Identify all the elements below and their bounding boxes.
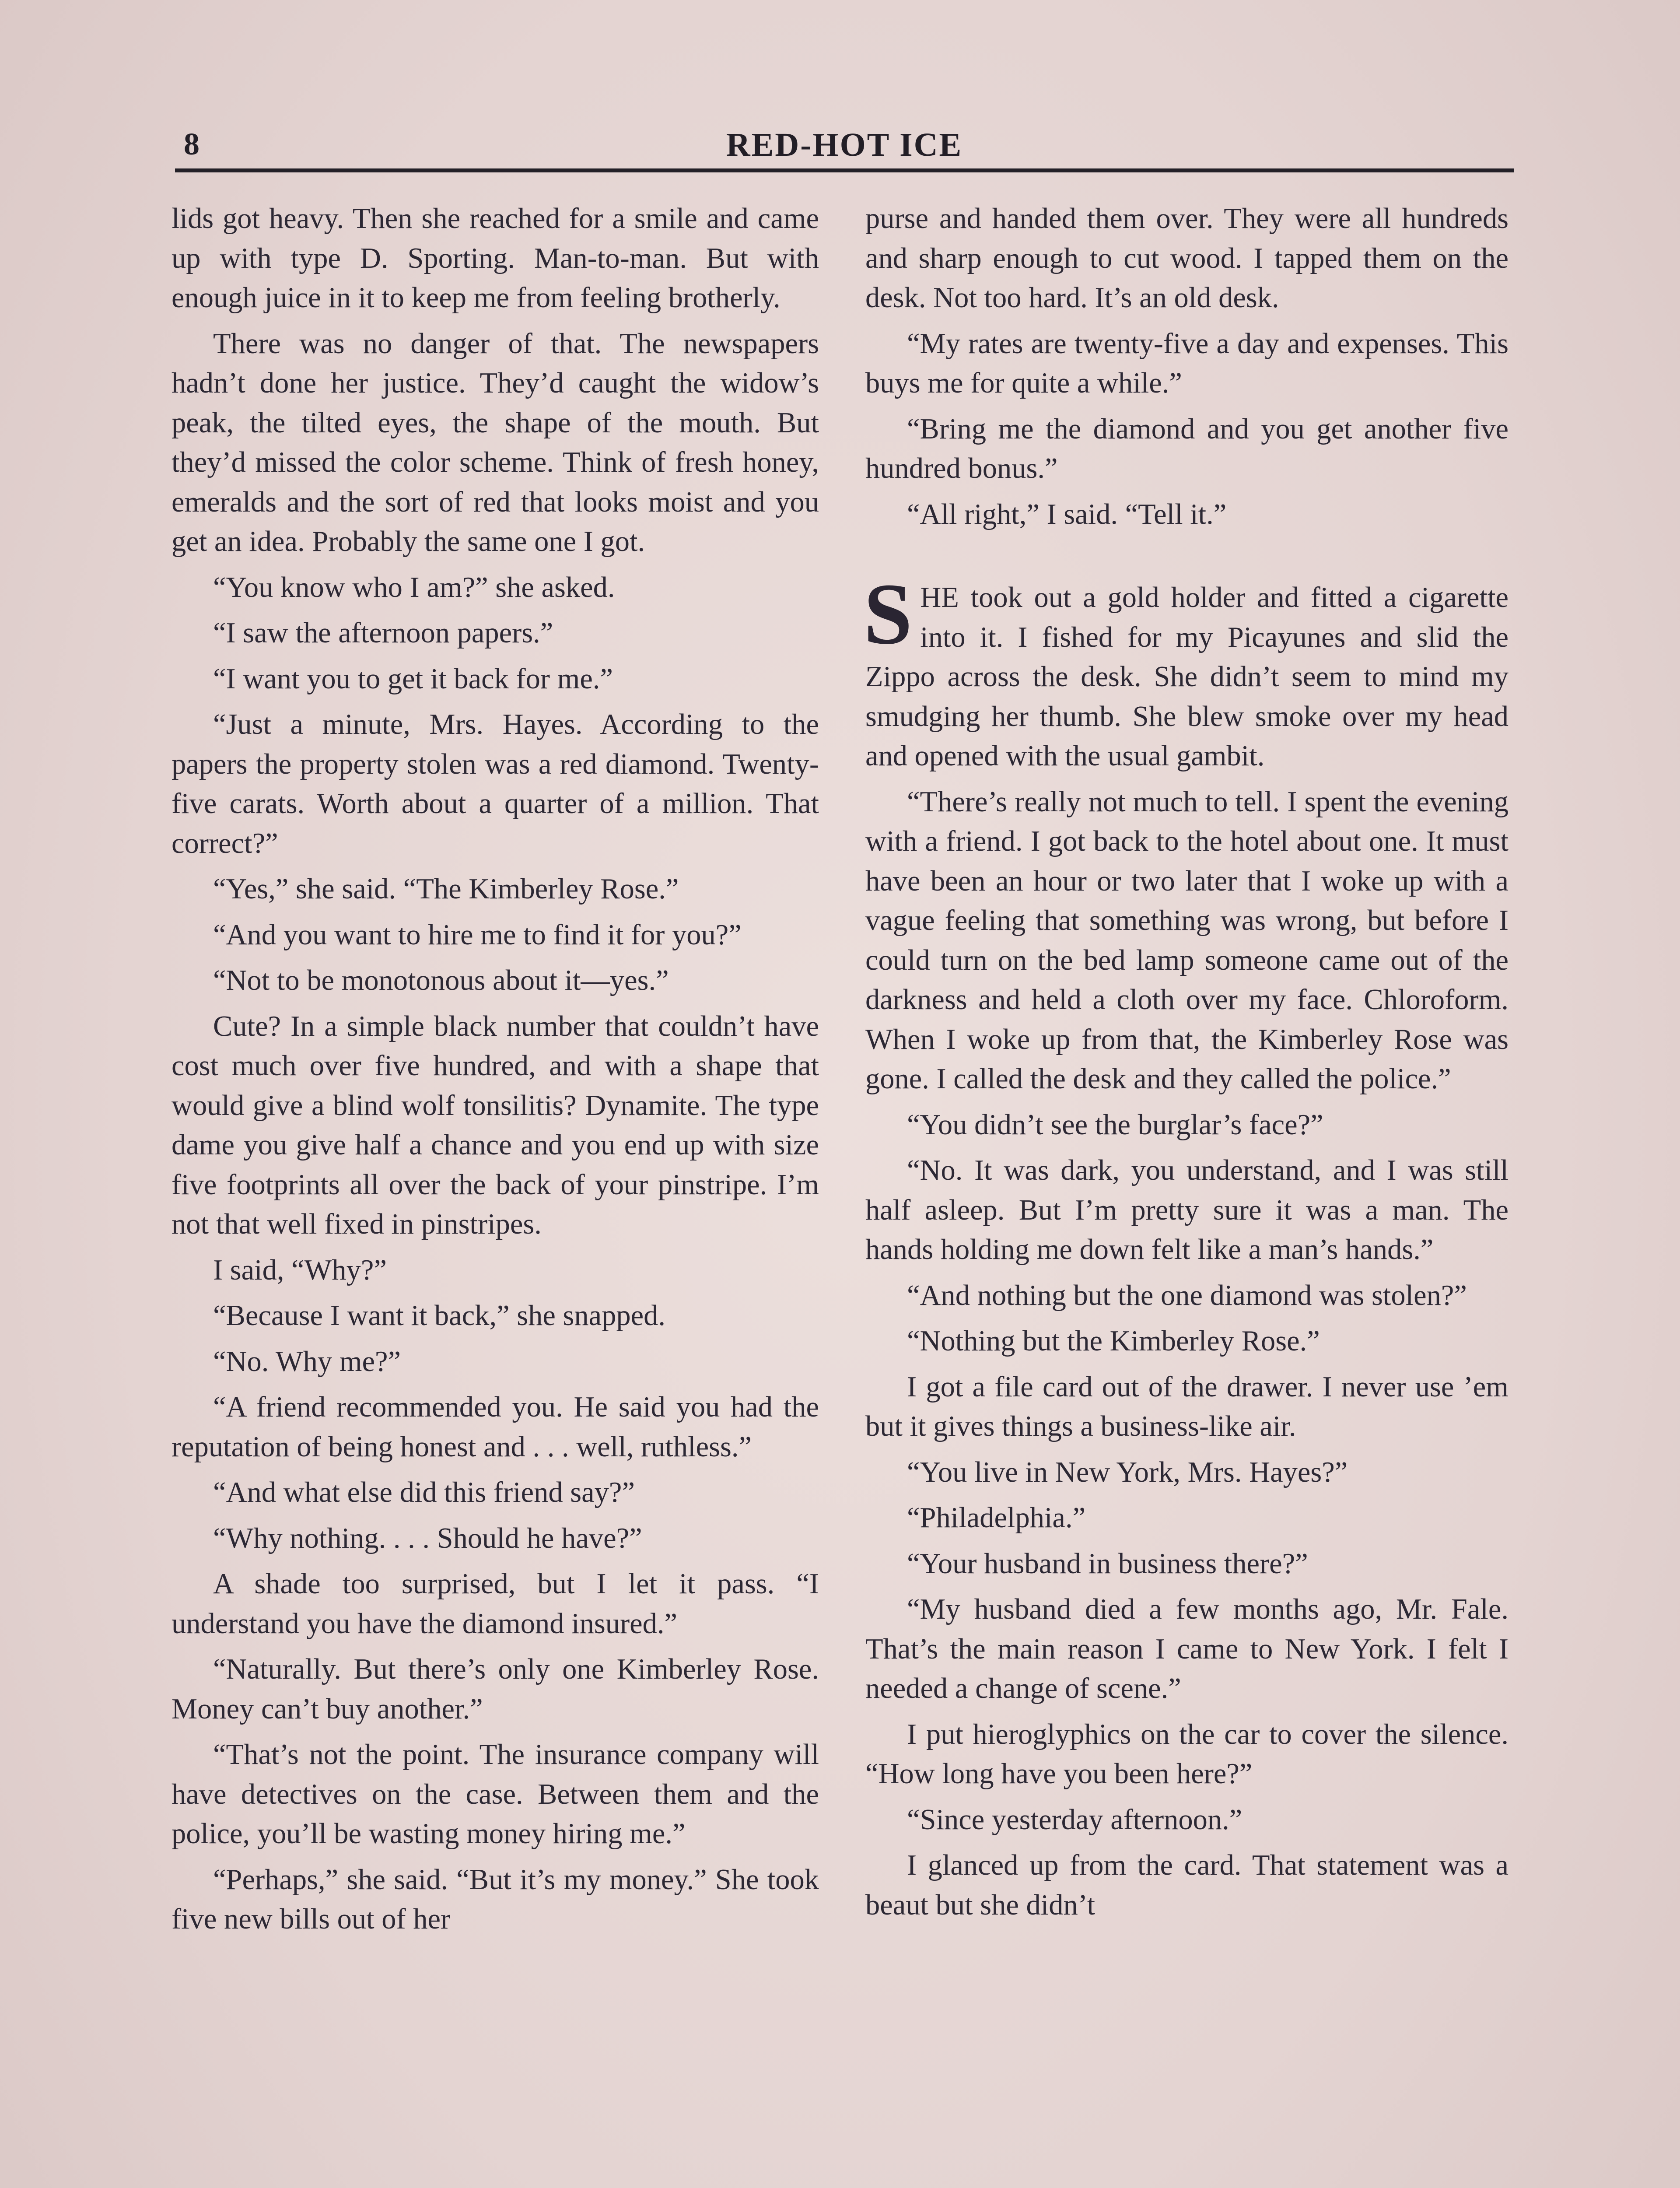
header-rule (175, 168, 1514, 172)
dropcap-paragraph (864, 566, 1508, 776)
paragraph: “Your husband in business there?” (907, 1547, 1308, 1580)
paragraph: “Because I want it back,” she snapped. (213, 1300, 666, 1332)
paragraph: “Perhaps,” she said. “But it’s my money.” She took five new bills out of her (172, 1863, 819, 1935)
section-break (865, 540, 1508, 578)
paragraph: “Bring me the diamond and you get another five hundred bonus.” (865, 413, 1508, 484)
paragraph: “And you want to hire me to find it for you?” (213, 919, 742, 951)
paragraph: “Philadelphia.” (907, 1502, 1086, 1534)
paragraph: “That’s not the point. The insurance company will have detectives on the case. Between them and the police, you’ll be wasting money hiring me.” (172, 1739, 819, 1850)
paragraph: “No. It was dark, you understand, and I was still half asleep. But I’m pretty sure it was a man. The hands holding me down felt like a man’s hands.” (865, 1154, 1508, 1266)
paragraph: “I saw the afternoon papers.” (213, 617, 553, 649)
paragraph: I said, “Why?” (213, 1254, 387, 1286)
paragraph: “And what else did this friend say?” (213, 1476, 635, 1508)
paragraph: “My rates are twenty-five a day and expenses. This buys me for quite a while.” (865, 327, 1508, 399)
paragraph: “My husband died a few months ago, Mr. Fale. That’s the main reason I came to New York. I felt I needed a change of scene.” (865, 1593, 1508, 1704)
paragraph: “Yes,” she said. “The Kimberley Rose.” (213, 873, 679, 905)
page-header (175, 123, 1514, 176)
left-column (172, 199, 819, 1946)
paragraph: “And nothing but the one diamond was stolen?” (907, 1279, 1467, 1311)
paragraph: A shade too surprised, but I let it pass. “I understand you have the diamond insured.” (172, 1568, 819, 1640)
paragraph: “You live in New York, Mrs. Hayes?” (907, 1456, 1348, 1488)
paragraph: “Not to be monotonous about it—yes.” (213, 964, 669, 996)
paragraph: “Nothing but the Kimberley Rose.” (907, 1325, 1320, 1357)
paragraph: “You didn’t see the burglar’s face?” (907, 1108, 1323, 1141)
paragraph: “I want you to get it back for me.” (213, 663, 613, 695)
paragraph: Cute? In a simple black number that couldn’t have cost much over five hundred, and with a shape that would give a blind wolf tonsilitis? Dynamite. The type dame you give half a chance and you end up with size five footprints all over the back of your pinstripe. I’m not that well fixed in pinstripes. (172, 1010, 819, 1240)
paragraph: lids got heavy. Then she reached for a smile and came up with type D. Sporting. Man-to-man. But with enough juice in it to keep me from feeling brotherly. (172, 203, 819, 314)
running-title: RED-HOT ICE (726, 126, 963, 163)
paragraph: “Since yesterday afternoon.” (907, 1803, 1242, 1836)
paragraph: There was no danger of that. The newspapers hadn’t done her justice. They’d caught the widow’s peak, the tilted eyes, the shape of the mouth. But they’d missed the color scheme. Think of fresh honey, emeralds and the sort of red that looks moist and you get an idea. Probably the same one I got. (172, 327, 819, 558)
page-number: 8 (184, 126, 200, 161)
paragraph: “No. Why me?” (213, 1345, 401, 1378)
paragraph: I put hieroglyphics on the car to cover the silence. “How long have you been here?” (865, 1718, 1508, 1790)
paragraph: “Just a minute, Mrs. Hayes. According to the papers the property stolen was a red diamond. Twenty-five carats. Worth about a quarter of a million. That correct?” (172, 708, 819, 859)
paragraph: “Naturally. But there’s only one Kimberley Rose. Money can’t buy another.” (172, 1653, 819, 1725)
paragraph: “You know who I am?” she asked. (213, 571, 615, 603)
paragraph: I got a file card out of the drawer. I never use ’em but it gives things a business-like air. (865, 1371, 1508, 1442)
paragraph: “A friend recommended you. He said you had the reputation of being honest and . . . well, ruthless.” (172, 1391, 819, 1463)
paragraph: “There’s really not much to tell. I spent the evening with a friend. I got back to the hotel about one. It must have been an hour or two later that I woke up with a vague feeling that something was wrong, but before I could turn on the bed lamp someone came out of the darkness and held a cloth over my face. Chloroform. When I woke up from that, the Kimberley Rose was gone. I called the desk and they called the police.” (865, 785, 1508, 1095)
paragraph: “All right,” I said. “Tell it.” (907, 498, 1227, 530)
drop-cap: S (864, 566, 913, 663)
right-column (865, 199, 1508, 1931)
dropcap-paragraph-text: HE took out a gold holder and fitted a cigarette into it. I fished for my Picayunes and slid the Zippo across the desk. She didn’t seem to mind my smudging her thumb. She blew smoke over my head and opened with the usual gambit. (865, 582, 1508, 772)
paragraph: “Why nothing. . . . Should he have?” (213, 1522, 642, 1554)
paragraph: I glanced up from the card. That statement was a beaut but she didn’t (865, 1849, 1508, 1921)
paragraph: purse and handed them over. They were all hundreds and sharp enough to cut wood. I tapped them on the desk. Not too hard. It’s an old desk. (865, 203, 1508, 314)
